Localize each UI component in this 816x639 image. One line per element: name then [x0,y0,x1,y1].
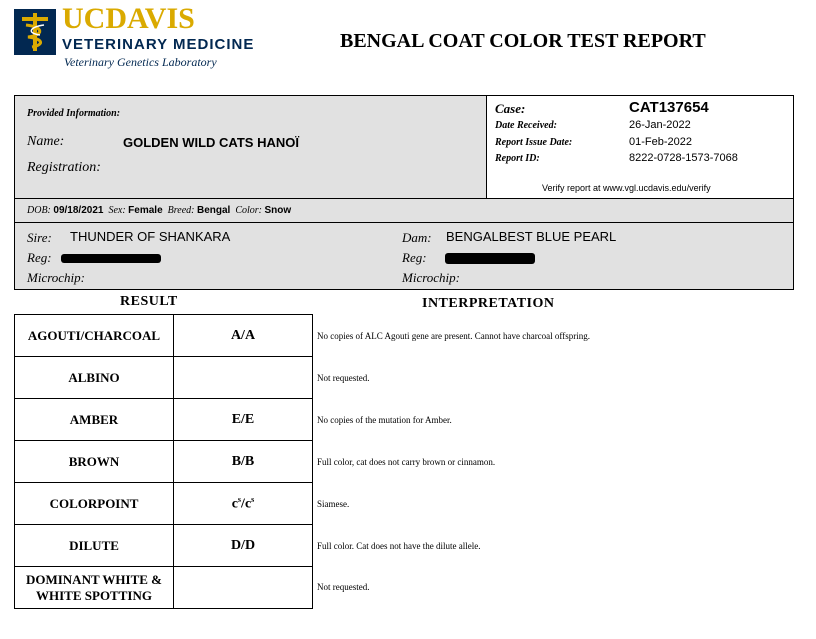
interpretation-text: Siamese. [317,499,350,509]
logo-subtitle: Veterinary Genetics Laboratory [64,55,217,69]
name-value: GOLDEN WILD CATS HANOÏ [123,135,299,150]
gene-name [15,567,174,609]
logo-davis: DAVIS [105,2,195,35]
color-label: Color: [235,205,262,216]
table-row [15,399,313,441]
gene-name: ALBINO [15,357,174,399]
genotype-sep: / [241,496,245,512]
sex-value: Female [128,205,163,216]
interpretation-text: Full color. Cat does not have the dilute allele. [317,541,481,551]
report-title: BENGAL COAT COLOR TEST REPORT [340,30,706,52]
dam-label: Dam: [402,230,432,245]
table-row [15,441,313,483]
result-table [14,314,313,609]
divider [15,222,793,223]
gene-name-line2: WHITE SPOTTING [36,587,152,603]
ucdavis-shield-icon [14,9,56,55]
sire-microchip-label: Microchip: [27,270,85,285]
issue-date-value: 01-Feb-2022 [629,136,692,148]
gene-name: COLORPOINT [15,483,174,525]
interpretation-text: Not requested. [317,582,370,592]
genotype: D/D [174,525,313,567]
dam-reg-label: Reg: [402,250,427,265]
divider [15,198,793,199]
genotype: B/B [174,441,313,483]
genotype-sup: s [237,494,242,504]
gene-name: AGOUTI/CHARCOAL [15,315,174,357]
animal-info-row [27,205,291,216]
gene-name: BROWN [15,441,174,483]
interpretation-text: No copies of ALC Agouti gene are present. Cannot have charcoal offspring. [317,331,591,341]
ucdavis-logo-text [62,4,195,34]
interpretation-heading: INTERPRETATION [422,296,555,311]
provided-heading: Provided Information: [27,108,121,119]
interpretation-text: No copies of the mutation for Amber. [317,415,452,425]
date-received-value: 26-Jan-2022 [629,119,691,131]
genotype-base: c [231,496,238,512]
table-row [15,315,313,357]
caduceus-icon [14,9,56,55]
registration-label: Registration: [27,160,101,175]
verify-text: Verify report at www.vgl.ucdavis.edu/verify [542,183,711,193]
redaction-mark [445,253,535,264]
name-label: Name: [27,134,65,149]
sex-label: Sex: [108,205,126,216]
breed-value: Bengal [196,205,231,216]
genotype-sup: s [251,494,255,504]
color-value: Snow [264,205,292,216]
gene-name: DILUTE [15,525,174,567]
case-label: Case: [495,101,526,116]
logo-vetmed: VETERINARY MEDICINE [62,36,255,53]
dob-value: 09/18/2021 [53,205,104,216]
sire-label: Sire: [27,230,52,245]
dam-value: BENGALBEST BLUE PEARL [446,229,617,244]
table-row [15,483,313,525]
issue-date-label: Report Issue Date: [495,137,573,148]
dob-label: DOB: [27,205,51,216]
breed-label: Breed: [167,205,195,216]
result-heading: RESULT [120,294,178,309]
sire-value: THUNDER OF SHANKARA [70,229,231,244]
genotype-base: c [244,496,252,512]
divider [486,96,487,198]
genotype: E/E [174,399,313,441]
gene-name-line1: DOMINANT WHITE & [25,571,163,587]
case-value: CAT137654 [629,99,709,116]
dam-microchip-label: Microchip: [402,270,460,285]
report-id-label: Report ID: [495,153,540,164]
table-row [15,525,313,567]
sire-reg-label: Reg: [27,250,52,265]
date-received-label: Date Received: [495,120,557,131]
report-id-value: 8222-0728-1573-7068 [629,152,738,164]
table-row [15,567,313,609]
redaction-mark [61,254,161,263]
genotype [174,483,313,525]
logo-uc: UC [62,2,106,35]
table-row [15,357,313,399]
interpretation-text: Not requested. [317,373,370,383]
info-box [14,95,794,290]
gene-name: AMBER [15,399,174,441]
genotype: A/A [174,315,313,357]
genotype [174,357,313,399]
genotype [174,567,313,609]
interpretation-text: Full color, cat does not carry brown or cinnamon. [317,457,496,467]
